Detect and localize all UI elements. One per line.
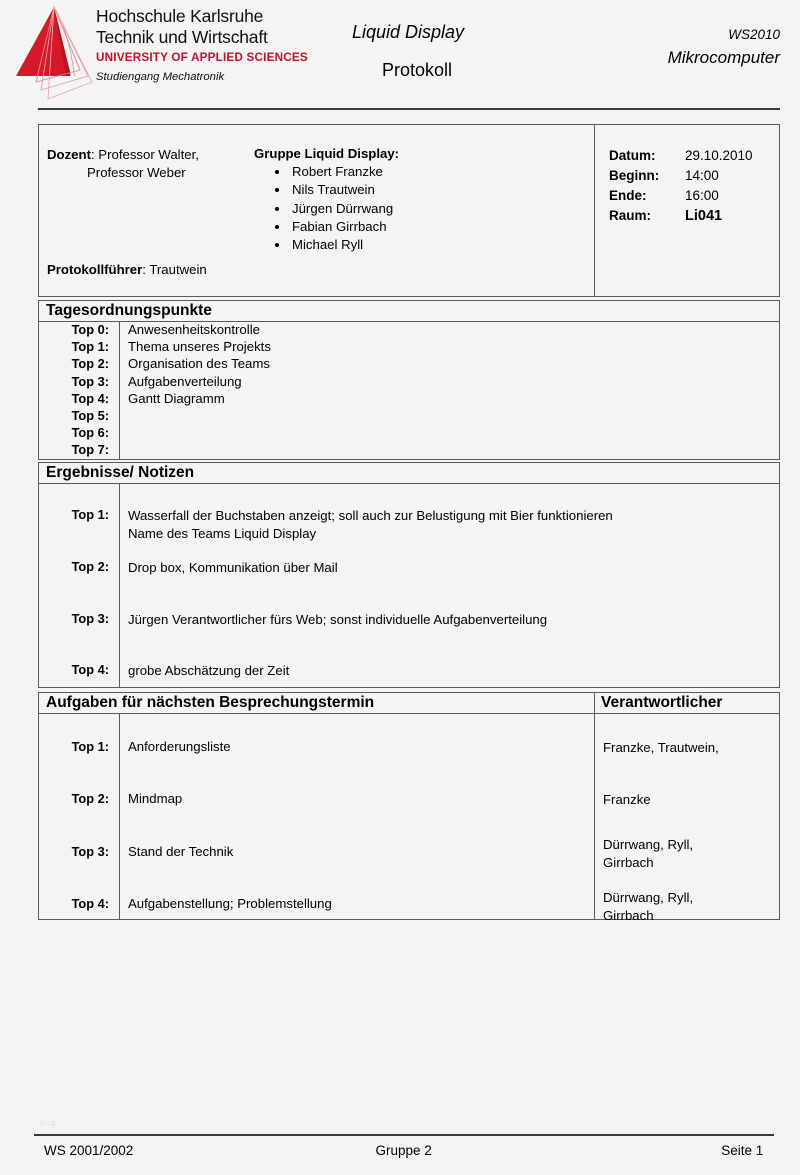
task-owner <box>603 889 693 924</box>
beginn-value: 14:00 <box>685 168 719 183</box>
group-member-list <box>254 163 399 254</box>
hochschule-karlsruhe-pyramid-logo <box>8 4 104 108</box>
meta-row-ende <box>609 186 753 206</box>
table-row <box>39 356 779 373</box>
results-notes-table <box>38 462 780 688</box>
table-row <box>39 339 779 356</box>
footer-term: WS 2001/2002 <box>44 1143 134 1158</box>
university-line-2: Technik und Wirtschaft <box>96 27 268 47</box>
agenda-label: Top 1: <box>71 339 109 355</box>
table-row <box>39 507 779 542</box>
raum-value: Li041 <box>685 208 723 224</box>
meta-row-beginn <box>609 166 753 186</box>
note-text-line-1: Wasserfall der Buchstaben anzeigt; soll auch zur Belustigung mit Bier funktionieren <box>128 508 613 523</box>
task-owner <box>603 791 651 809</box>
meta-row-datum <box>609 146 753 166</box>
note-text: grobe Abschätzung der Zeit <box>128 663 290 678</box>
task-owner <box>603 739 719 757</box>
task-owner-line-1: Dürrwang, Ryll, <box>603 890 694 905</box>
note-label: Top 1: <box>71 507 109 522</box>
list-item: • Robert Franzke <box>290 163 399 181</box>
datum-label: Datum: <box>609 148 656 163</box>
note-label: Top 3: <box>71 610 109 626</box>
task-label: Top 3: <box>71 844 109 859</box>
footer-group: Gruppe 2 <box>375 1143 432 1158</box>
protokollfuehrer-separator: : <box>142 262 150 277</box>
protokollfuehrer-label: Protokollführer <box>47 262 143 277</box>
notes-heading: Ergebnisse/ Notizen <box>39 463 779 484</box>
task-owner-line-1: Franzke <box>603 792 651 807</box>
agenda-label: Top 5: <box>71 407 109 423</box>
table-row <box>39 871 779 921</box>
table-row <box>39 662 779 680</box>
tasks-row-list <box>39 714 779 921</box>
table-row <box>39 818 779 871</box>
course-info-block <box>668 27 780 68</box>
document-title-block <box>330 22 580 81</box>
agenda-label: Top 4: <box>71 390 109 406</box>
agenda-label: Top 7: <box>71 442 109 458</box>
dozent-label: Dozent <box>47 147 91 162</box>
university-name-block <box>96 6 326 83</box>
agenda-table <box>38 300 780 460</box>
task-text: Stand der Technik <box>128 844 234 859</box>
document-header <box>0 0 800 112</box>
task-text: Aufgabenstellung; Problemstellung <box>128 896 332 911</box>
dozent-separator: : <box>90 147 99 162</box>
footer-watermark: bog <box>40 1118 56 1128</box>
agenda-row-list <box>39 322 779 460</box>
table-row <box>39 559 779 577</box>
agenda-label: Top 2: <box>71 356 109 372</box>
agenda-text: Gantt Diagramm <box>128 390 225 406</box>
table-row <box>39 611 779 629</box>
term-label: WS2010 <box>728 27 780 42</box>
task-owner <box>603 836 693 871</box>
document-footer <box>34 1143 774 1158</box>
page-subtitle: Protokoll <box>382 60 453 80</box>
group-title: Gruppe Liquid Display: <box>254 146 400 161</box>
dozent-value-line-2: Professor Weber <box>87 165 186 180</box>
note-text: Jürgen Verantwortlicher fürs Web; sonst individuelle Aufgabenverteilung <box>128 611 548 627</box>
agenda-label: Top 0: <box>71 322 109 337</box>
agenda-label: Top 3: <box>71 373 109 389</box>
table-row <box>39 322 779 339</box>
footer-page-number: Seite 1 <box>721 1143 764 1158</box>
note-text <box>119 507 613 542</box>
list-item: • Fabian Girrbach <box>290 218 399 236</box>
group-members-block <box>254 146 399 254</box>
task-label: Top 2: <box>71 791 109 806</box>
ende-value: 16:00 <box>685 188 719 203</box>
studiengang-line: Studiengang Mechatronik <box>96 71 225 83</box>
info-column-divider <box>594 125 595 296</box>
note-text: Drop box, Kommunikation über Mail <box>128 560 338 575</box>
table-row <box>39 374 779 391</box>
note-label: Top 4: <box>71 662 109 677</box>
task-owner-line-2: Girrbach <box>603 854 654 870</box>
table-row <box>39 766 779 818</box>
beginn-label: Beginn: <box>609 168 660 183</box>
list-item: • Jürgen Dürrwang <box>290 200 399 218</box>
note-label: Top 2: <box>71 559 109 574</box>
table-row <box>39 714 779 766</box>
tasks-header-row <box>39 693 779 714</box>
notes-row-list <box>39 484 779 680</box>
tasks-heading-right: Verantwortlicher <box>601 694 723 711</box>
dozent-value-line-1: Professor Walter, <box>98 147 199 162</box>
tasks-heading-left: Aufgaben für nächsten Besprechungstermin <box>46 694 375 711</box>
task-label: Top 1: <box>71 739 109 754</box>
agenda-text: Thema unseres Projekts <box>128 339 271 355</box>
ende-label: Ende: <box>609 188 647 203</box>
task-owner-line-2: Girrbach <box>603 907 654 923</box>
table-row <box>39 425 779 442</box>
list-item: • Nils Trautwein <box>290 181 399 199</box>
datum-value: 29.10.2010 <box>685 148 753 163</box>
task-owner-line-1: Dürrwang, Ryll, <box>603 837 694 852</box>
university-line-1: Hochschule Karlsruhe <box>96 6 264 26</box>
footer-divider <box>34 1134 774 1136</box>
task-text: Mindmap <box>128 791 183 806</box>
meta-row-raum <box>609 206 753 226</box>
raum-label: Raum: <box>609 208 652 223</box>
course-label: Mikrocomputer <box>667 48 780 67</box>
agenda-text: Organisation des Teams <box>128 356 270 372</box>
header-divider <box>38 108 780 110</box>
note-text-line-2: Name des Teams Liquid Display <box>128 525 317 541</box>
agenda-label: Top 6: <box>71 425 109 441</box>
university-applied-sciences-line: UNIVERSITY OF APPLIED SCIENCES <box>96 51 308 64</box>
agenda-text: Aufgabenverteilung <box>128 373 242 389</box>
list-item: • Michael Ryll <box>290 236 399 254</box>
task-text: Anforderungsliste <box>128 739 231 754</box>
task-label: Top 4: <box>71 896 109 911</box>
table-row <box>39 442 779 459</box>
dozent-field <box>47 146 199 182</box>
agenda-text: Anwesenheitskontrolle <box>128 322 260 337</box>
table-row <box>39 408 779 425</box>
table-row <box>39 391 779 408</box>
meeting-info-table <box>38 124 780 297</box>
page-title: Liquid Display <box>352 22 465 42</box>
agenda-heading: Tagesordnungspunkte <box>39 301 779 322</box>
next-meeting-tasks-table <box>38 692 780 923</box>
task-owner-line-1: Franzke, Trautwein, <box>603 740 719 755</box>
protokollfuehrer-field <box>47 262 207 277</box>
meeting-meta-block <box>609 146 753 226</box>
protokollfuehrer-value: Trautwein <box>149 262 207 277</box>
